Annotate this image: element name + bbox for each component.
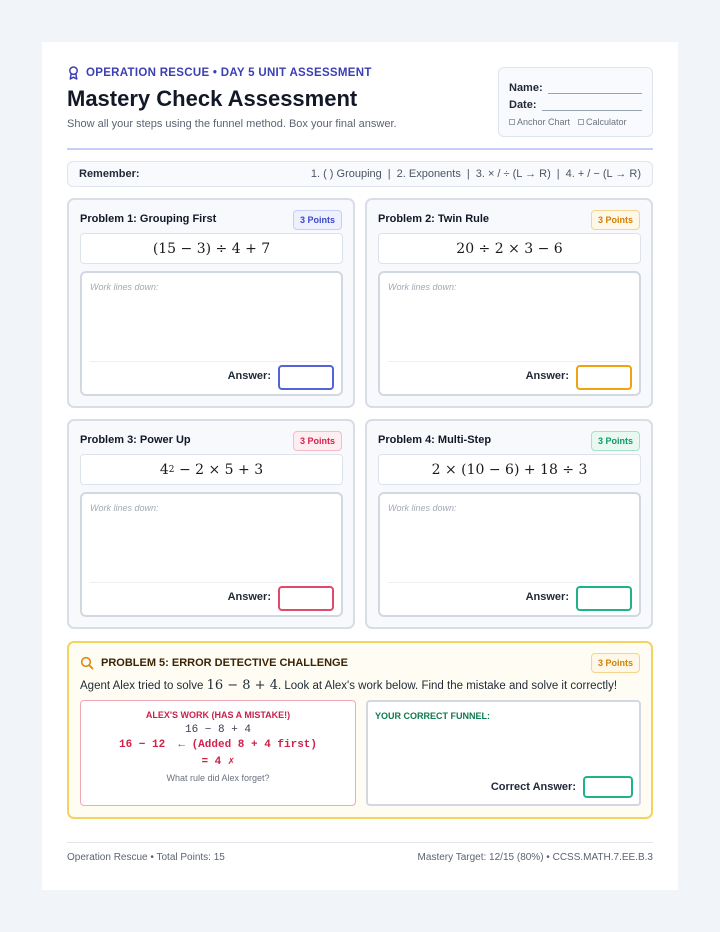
work-area[interactable]: [378, 271, 641, 396]
problem-expression: [80, 454, 343, 485]
divider: [90, 582, 333, 583]
problem-title: Problem 1: Grouping First: [80, 213, 217, 225]
anchor-chart-checkbox[interactable]: [509, 117, 570, 127]
answer-box[interactable]: [278, 586, 334, 611]
alex-line-1: 16 − 8 + 4: [184, 724, 251, 736]
points-badge: 3 Points: [293, 210, 342, 230]
magnifier-icon: [80, 656, 94, 670]
reminder-step: 1. ( ) Grouping: [310, 168, 382, 180]
checkbox-icon: [509, 119, 515, 125]
footer-left: Operation Rescue • Total Points: 15: [67, 852, 225, 863]
problem-expression: 2 × (10 − 6) + 18 ÷ 3: [378, 454, 641, 485]
header: [67, 66, 653, 152]
reminder-step: 3. × / ÷ (L → R): [475, 168, 551, 180]
correct-answer-box[interactable]: [583, 776, 633, 798]
work-area[interactable]: [80, 492, 343, 617]
work-area[interactable]: [378, 492, 641, 617]
expr-exponent: 2: [168, 464, 175, 475]
work-area[interactable]: [80, 271, 343, 396]
problem-card-2: [365, 198, 653, 408]
alex-line-3: = 4 ✗: [201, 756, 235, 768]
reminder-step: 2. Exponents: [396, 168, 461, 180]
anchor-chart-label: Anchor Chart: [517, 117, 571, 127]
points-badge: 3 Points: [293, 431, 342, 451]
points-badge: 3 Points: [591, 210, 640, 230]
prompt-expression: 16 − 8 + 4: [206, 678, 278, 693]
separator: |: [556, 168, 560, 180]
your-funnel-area[interactable]: [366, 700, 641, 806]
divider: [388, 582, 631, 583]
problem-title: Problem 4: Multi-Step: [378, 434, 492, 446]
problem-expression: (15 − 3) ÷ 4 + 7: [80, 233, 343, 264]
page-subtitle: Show all your steps using the funnel method. Box your final answer.: [67, 118, 397, 130]
reminder-step: 4. + / − (L → R): [565, 168, 641, 180]
answer-label: Answer:: [525, 370, 569, 382]
work-label: Work lines down:: [90, 282, 159, 292]
checkbox-icon: [578, 119, 584, 125]
work-label: Work lines down:: [90, 503, 159, 513]
answer-box[interactable]: [576, 586, 632, 611]
award-ribbon-icon: [67, 66, 80, 80]
eyebrow-text: OPERATION RESCUE • DAY 5 UNIT ASSESSMENT: [86, 67, 372, 79]
reminder-steps: [311, 168, 641, 180]
problem-expression: 20 ÷ 2 × 3 − 6: [378, 233, 641, 264]
your-funnel-heading: YOUR CORRECT FUNNEL:: [375, 711, 490, 721]
reminder-bar: [67, 161, 653, 187]
points-badge: 3 Points: [591, 653, 640, 673]
worksheet-page: [42, 42, 678, 890]
problem5-title-text: PROBLEM 5: ERROR DETECTIVE CHALLENGE: [101, 657, 348, 669]
correct-answer-label: Correct Answer:: [490, 781, 576, 793]
tool-checkboxes: [509, 117, 642, 127]
date-line[interactable]: [542, 99, 642, 111]
prompt-after: . Look at Alex's work below. Find the mistake and solve it correctly!: [277, 680, 618, 692]
problem-card-1: [67, 198, 355, 408]
name-date-box: [498, 67, 653, 137]
expr-rest: − 2 × 5 + 3: [174, 461, 264, 478]
calculator-label: Calculator: [586, 117, 627, 127]
separator: |: [387, 168, 391, 180]
problem-title: Problem 2: Twin Rule: [378, 213, 490, 225]
problem-card-5: [67, 641, 653, 819]
name-line[interactable]: [548, 82, 642, 94]
answer-box[interactable]: [576, 365, 632, 390]
name-label: Name:: [509, 82, 543, 94]
problem-card-4: [365, 419, 653, 629]
divider: [388, 361, 631, 362]
date-row: [509, 94, 642, 111]
answer-label: Answer:: [525, 591, 569, 603]
answer-box[interactable]: [278, 365, 334, 390]
work-label: Work lines down:: [388, 282, 457, 292]
alex-line-2: 16 − 12 ← (Added 8 + 4 first): [118, 739, 318, 751]
footer: [67, 852, 653, 863]
work-label: Work lines down:: [388, 503, 457, 513]
header-divider: [67, 148, 653, 150]
expr-base: 4: [159, 461, 169, 478]
footer-divider: [67, 842, 653, 843]
alex-question: What rule did Alex forget?: [166, 773, 270, 783]
problem-title: Problem 3: Power Up: [80, 434, 191, 446]
problem5-title: [80, 656, 348, 670]
answer-label: Answer:: [227, 591, 271, 603]
answer-label: Answer:: [227, 370, 271, 382]
reminder-label: Remember:: [79, 168, 140, 180]
separator: |: [466, 168, 470, 180]
problem-card-3: [67, 419, 355, 629]
date-label: Date:: [509, 99, 537, 111]
divider: [90, 361, 333, 362]
prompt-before: Agent Alex tried to solve: [80, 680, 207, 692]
name-row: [509, 77, 642, 94]
footer-right: Mastery Target: 12/15 (80%) • CCSS.MATH.7.EE.B.3: [417, 852, 653, 863]
alex-work-box: [80, 700, 356, 806]
alex-heading: ALEX'S WORK (HAS A MISTAKE!): [145, 710, 291, 720]
calculator-checkbox[interactable]: [578, 117, 627, 127]
page-title: Mastery Check Assessment: [67, 86, 358, 111]
problem5-prompt: [80, 678, 617, 693]
points-badge: 3 Points: [591, 431, 640, 451]
